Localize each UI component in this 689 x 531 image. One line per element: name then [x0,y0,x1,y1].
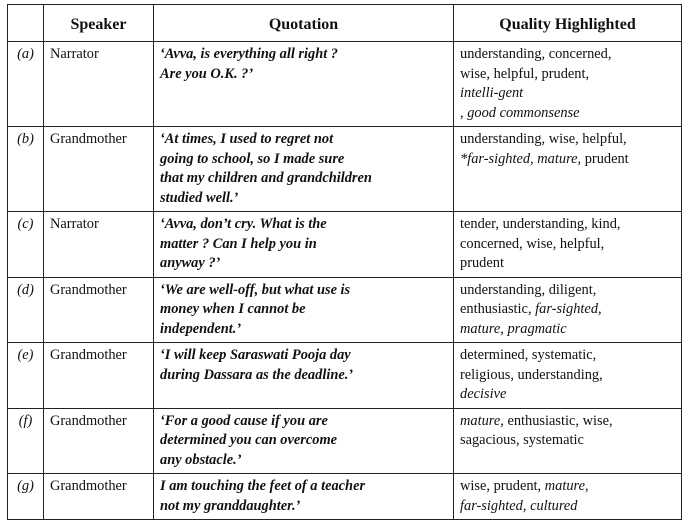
row-label: (c) [8,212,44,278]
quotation-cell [154,474,454,520]
quality-text: prudent [460,255,504,271]
quotation-line: studied well.’ [160,189,239,206]
quality-text: wise, helpful, prudent, [460,65,590,82]
speaker-cell: Grandmother [44,343,154,409]
quality-cell [454,474,682,520]
quality-text: determined, systematic, [460,347,597,363]
table-row [8,408,682,474]
table-body [8,42,682,520]
quotation-line: independent.’ [160,320,242,337]
quality-text: , [500,320,508,337]
quality-text: , [530,150,538,167]
quality-text: , [460,104,468,121]
quality-text: cultured [530,497,578,514]
quality-table [7,4,682,520]
row-label: (d) [8,277,44,343]
quality-cell [454,277,682,343]
table-row [8,127,682,212]
quotation-line: I am touching the feet of a teacher [160,478,366,494]
table-row [8,277,682,343]
quality-cell [454,343,682,409]
quality-text: , prudent [577,150,629,167]
quality-text: *far-sighted [460,150,531,167]
quality-text: mature [460,320,501,337]
quality-cell [454,212,682,278]
quality-text: , enthusiastic, wise, [500,412,613,429]
header-blank [8,5,44,42]
speaker-cell: Grandmother [44,408,154,474]
header-quotation: Quotation [154,5,454,42]
speaker-cell: Grandmother [44,474,154,520]
quotation-line: any obstacle.’ [160,451,242,468]
quality-text: good commonsense [467,104,580,121]
header-row [8,5,682,42]
quality-text: far-sighted [460,497,523,514]
quotation-cell [154,212,454,278]
quotation-line: ‘Avva, don’t cry. What is the [160,216,327,232]
row-label: (g) [8,474,44,520]
speaker-cell: Narrator [44,212,154,278]
quotation-line: anyway ?’ [160,255,221,271]
quality-cell [454,42,682,127]
speaker-cell: Grandmother [44,127,154,212]
quotation-line: ‘We are well-off, but what use is [160,281,351,298]
quality-text: , [584,478,589,494]
table-row [8,474,682,520]
quotation-line: going to school, so I made sure [160,150,345,167]
row-label: (b) [8,127,44,212]
table-row [8,42,682,127]
quotation-cell [154,42,454,127]
quality-text: pragmatic [507,320,567,337]
quality-text: understanding, concerned, [460,46,612,62]
quality-text: , [522,497,531,514]
quotation-cell [154,277,454,343]
table-row [8,343,682,409]
header-speaker: Speaker [44,5,154,42]
quality-text: sagacious, systematic [460,432,584,448]
quality-text: tender, understanding, kind, [460,216,621,232]
quotation-line: matter ? Can I help you in [160,235,317,252]
quality-cell [454,408,682,474]
quotation-line: determined you can overcome [160,432,338,448]
quotation-cell [154,127,454,212]
quality-text: mature [460,412,501,429]
quotation-line: Are you O.K. ?’ [160,65,254,82]
quality-text: gent [498,85,524,101]
quotation-cell [154,408,454,474]
quality-text: decisive [460,386,507,402]
quotation-line: during Dassara as the deadline.’ [160,366,354,383]
quality-text: intelli- [460,85,499,101]
quality-text: concerned, wise, helpful, [460,235,605,252]
row-label: (e) [8,343,44,409]
header-quality: Quality Highlighted [454,5,682,42]
quality-text: far-sighted [535,301,599,317]
quality-text: understanding, wise, helpful, [460,131,627,147]
speaker-cell: Narrator [44,42,154,127]
table-row [8,212,682,278]
quotation-line: not my granddaughter.’ [160,497,301,514]
quotation-line: ‘Avva, is everything all right ? [160,46,339,62]
quotation-cell [154,343,454,409]
quality-text: religious, understanding, [460,366,603,383]
quality-text: wise, prudent, [460,478,545,494]
quality-cell [454,127,682,212]
row-label: (f) [8,408,44,474]
quotation-line: money when I cannot be [160,301,306,317]
quotation-line: ‘For a good cause if you are [160,412,328,429]
quality-text: mature [537,150,578,167]
quotation-line: that my children and grandchildren [160,170,372,186]
quality-text: enthusiastic, [460,301,536,317]
quality-text: understanding, diligent, [460,281,597,298]
quotation-line: ‘I will keep Saraswati Pooja day [160,347,351,363]
quotation-line: ‘At times, I used to regret not [160,131,334,147]
quality-text: mature [544,478,585,494]
row-label: (a) [8,42,44,127]
quality-text: , [598,301,602,317]
speaker-cell: Grandmother [44,277,154,343]
